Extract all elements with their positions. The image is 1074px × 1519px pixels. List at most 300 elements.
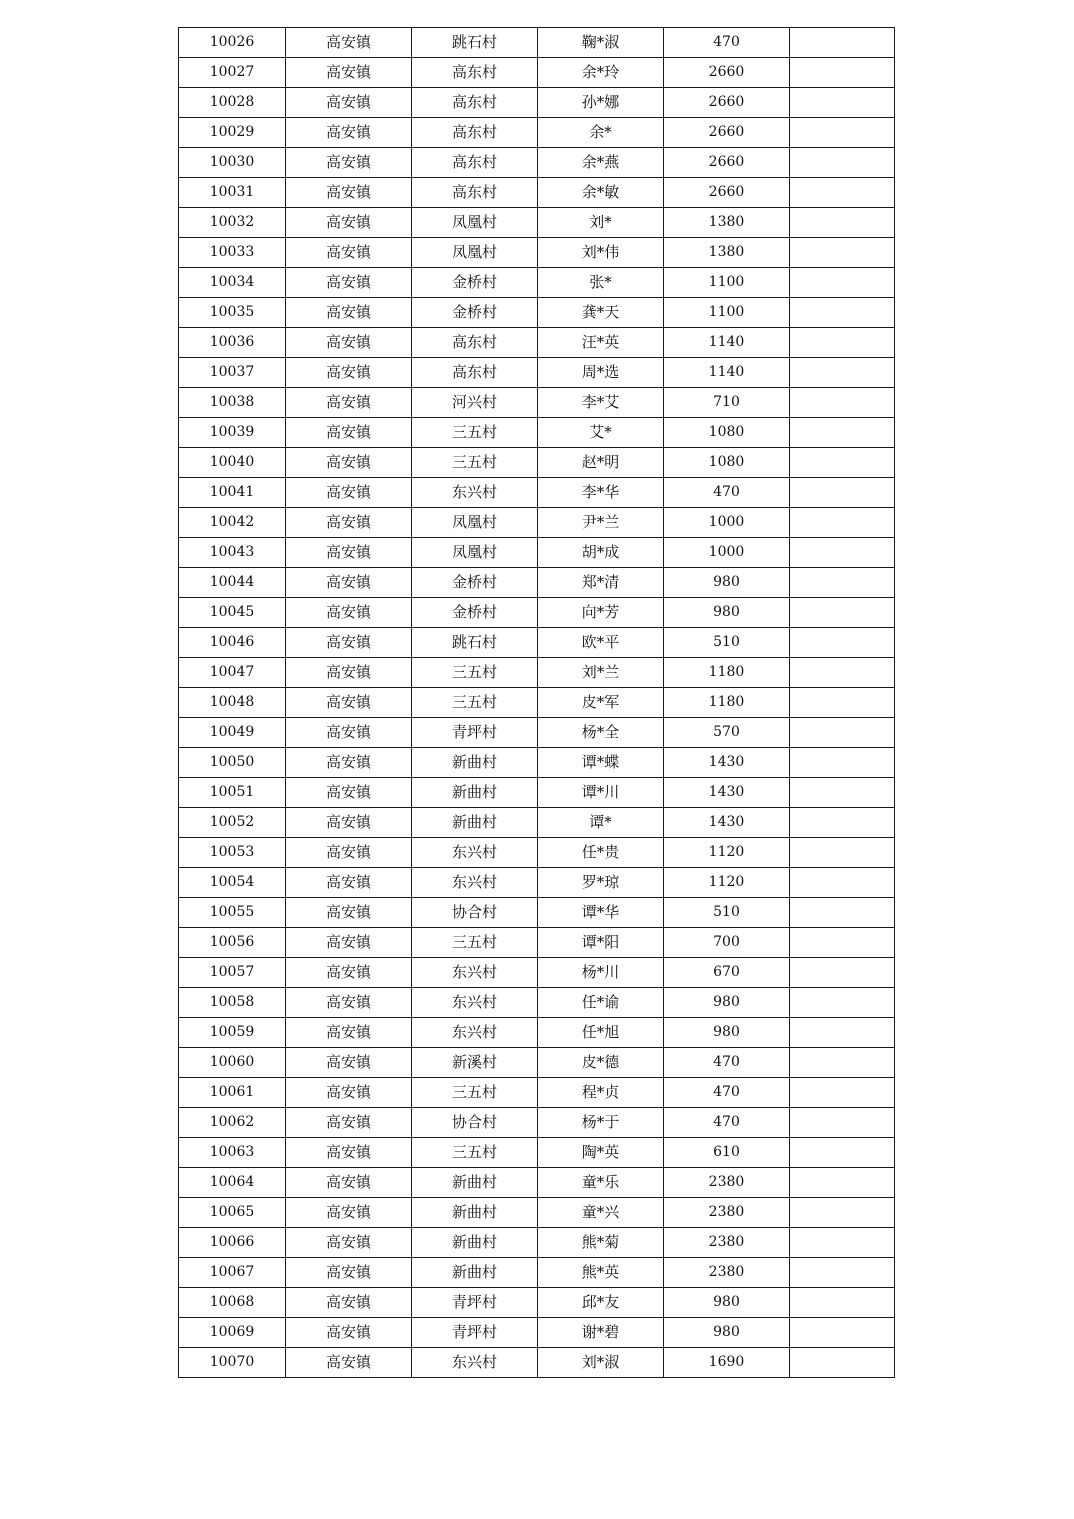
- cell-amount: 1120: [664, 838, 790, 868]
- cell-id: 10028: [179, 88, 286, 118]
- cell-id: 10069: [179, 1318, 286, 1348]
- cell-name: 胡*成: [538, 538, 664, 568]
- cell-note: [790, 28, 895, 58]
- cell-note: [790, 688, 895, 718]
- cell-amount: 1430: [664, 808, 790, 838]
- table-row: [179, 538, 895, 568]
- cell-name: 罗*琼: [538, 868, 664, 898]
- cell-note: [790, 838, 895, 868]
- cell-name: 陶*英: [538, 1138, 664, 1168]
- cell-id: 10066: [179, 1228, 286, 1258]
- cell-name: 艾*: [538, 418, 664, 448]
- cell-town: 高安镇: [286, 598, 412, 628]
- cell-id: 10047: [179, 658, 286, 688]
- cell-village: 协合村: [412, 898, 538, 928]
- table-row: [179, 568, 895, 598]
- cell-id: 10036: [179, 328, 286, 358]
- cell-village: 金桥村: [412, 268, 538, 298]
- cell-town: 高安镇: [286, 298, 412, 328]
- cell-amount: 1380: [664, 208, 790, 238]
- cell-note: [790, 808, 895, 838]
- cell-amount: 2660: [664, 58, 790, 88]
- table-body: [179, 28, 895, 1378]
- table-row: [179, 1228, 895, 1258]
- cell-town: 高安镇: [286, 1138, 412, 1168]
- table-row: [179, 238, 895, 268]
- cell-id: 10027: [179, 58, 286, 88]
- cell-id: 10030: [179, 148, 286, 178]
- cell-name: 熊*英: [538, 1258, 664, 1288]
- cell-town: 高安镇: [286, 118, 412, 148]
- cell-name: 刘*: [538, 208, 664, 238]
- table-row: [179, 1138, 895, 1168]
- cell-name: 汪*英: [538, 328, 664, 358]
- cell-id: 10061: [179, 1078, 286, 1108]
- cell-name: 余*敏: [538, 178, 664, 208]
- cell-amount: 1100: [664, 298, 790, 328]
- cell-id: 10068: [179, 1288, 286, 1318]
- cell-village: 凤凰村: [412, 508, 538, 538]
- cell-name: 周*选: [538, 358, 664, 388]
- cell-name: 刘*淑: [538, 1348, 664, 1378]
- cell-name: 赵*明: [538, 448, 664, 478]
- cell-town: 高安镇: [286, 868, 412, 898]
- cell-note: [790, 928, 895, 958]
- cell-name: 童*乐: [538, 1168, 664, 1198]
- cell-name: 尹*兰: [538, 508, 664, 538]
- table-row: [179, 808, 895, 838]
- cell-village: 新曲村: [412, 778, 538, 808]
- cell-town: 高安镇: [286, 748, 412, 778]
- table-row: [179, 478, 895, 508]
- cell-id: 10051: [179, 778, 286, 808]
- cell-amount: 980: [664, 988, 790, 1018]
- cell-amount: 470: [664, 1048, 790, 1078]
- cell-id: 10042: [179, 508, 286, 538]
- cell-note: [790, 598, 895, 628]
- table-row: [179, 958, 895, 988]
- cell-amount: 980: [664, 568, 790, 598]
- cell-name: 孙*娜: [538, 88, 664, 118]
- cell-amount: 2660: [664, 118, 790, 148]
- cell-amount: 1120: [664, 868, 790, 898]
- cell-id: 10052: [179, 808, 286, 838]
- cell-name: 任*谕: [538, 988, 664, 1018]
- cell-id: 10063: [179, 1138, 286, 1168]
- cell-id: 10055: [179, 898, 286, 928]
- cell-village: 三五村: [412, 1138, 538, 1168]
- cell-amount: 2660: [664, 148, 790, 178]
- cell-id: 10056: [179, 928, 286, 958]
- cell-town: 高安镇: [286, 58, 412, 88]
- cell-name: 龚*天: [538, 298, 664, 328]
- cell-village: 高东村: [412, 118, 538, 148]
- cell-amount: 470: [664, 1108, 790, 1138]
- table-row: [179, 358, 895, 388]
- cell-village: 新曲村: [412, 748, 538, 778]
- cell-amount: 980: [664, 1018, 790, 1048]
- cell-id: 10046: [179, 628, 286, 658]
- cell-village: 新曲村: [412, 1168, 538, 1198]
- cell-town: 高安镇: [286, 268, 412, 298]
- cell-name: 皮*德: [538, 1048, 664, 1078]
- cell-town: 高安镇: [286, 328, 412, 358]
- table-row: [179, 208, 895, 238]
- cell-village: 高东村: [412, 358, 538, 388]
- table-row: [179, 178, 895, 208]
- cell-town: 高安镇: [286, 88, 412, 118]
- table-row: [179, 928, 895, 958]
- table-row: [179, 148, 895, 178]
- cell-town: 高安镇: [286, 1168, 412, 1198]
- table-row: [179, 298, 895, 328]
- cell-note: [790, 358, 895, 388]
- cell-village: 新曲村: [412, 808, 538, 838]
- cell-note: [790, 1318, 895, 1348]
- cell-amount: 1180: [664, 688, 790, 718]
- cell-town: 高安镇: [286, 808, 412, 838]
- cell-village: 河兴村: [412, 388, 538, 418]
- cell-town: 高安镇: [286, 838, 412, 868]
- cell-note: [790, 898, 895, 928]
- cell-amount: 1140: [664, 328, 790, 358]
- table-row: [179, 748, 895, 778]
- cell-note: [790, 208, 895, 238]
- cell-village: 三五村: [412, 448, 538, 478]
- cell-town: 高安镇: [286, 1258, 412, 1288]
- table-row: [179, 418, 895, 448]
- cell-town: 高安镇: [286, 388, 412, 418]
- cell-id: 10070: [179, 1348, 286, 1378]
- cell-village: 青坪村: [412, 1318, 538, 1348]
- cell-note: [790, 658, 895, 688]
- cell-amount: 1380: [664, 238, 790, 268]
- table-row: [179, 1348, 895, 1378]
- table-row: [179, 1018, 895, 1048]
- cell-note: [790, 1258, 895, 1288]
- cell-amount: 2380: [664, 1168, 790, 1198]
- cell-town: 高安镇: [286, 1288, 412, 1318]
- cell-note: [790, 988, 895, 1018]
- cell-id: 10043: [179, 538, 286, 568]
- cell-amount: 510: [664, 628, 790, 658]
- table-row: [179, 88, 895, 118]
- cell-village: 东兴村: [412, 958, 538, 988]
- cell-id: 10045: [179, 598, 286, 628]
- cell-amount: 980: [664, 1318, 790, 1348]
- cell-amount: 1430: [664, 778, 790, 808]
- cell-note: [790, 868, 895, 898]
- cell-id: 10050: [179, 748, 286, 778]
- table-row: [179, 898, 895, 928]
- cell-village: 青坪村: [412, 1288, 538, 1318]
- cell-village: 凤凰村: [412, 238, 538, 268]
- cell-village: 三五村: [412, 418, 538, 448]
- cell-id: 10067: [179, 1258, 286, 1288]
- cell-note: [790, 1168, 895, 1198]
- cell-village: 东兴村: [412, 868, 538, 898]
- cell-note: [790, 1108, 895, 1138]
- cell-name: 郑*清: [538, 568, 664, 598]
- table-row: [179, 838, 895, 868]
- cell-village: 跳石村: [412, 628, 538, 658]
- cell-amount: 1080: [664, 418, 790, 448]
- table-row: [179, 508, 895, 538]
- cell-amount: 670: [664, 958, 790, 988]
- cell-town: 高安镇: [286, 688, 412, 718]
- cell-town: 高安镇: [286, 1108, 412, 1138]
- table-row: [179, 1258, 895, 1288]
- table-row: [179, 1168, 895, 1198]
- cell-town: 高安镇: [286, 988, 412, 1018]
- cell-village: 高东村: [412, 58, 538, 88]
- cell-name: 刘*兰: [538, 658, 664, 688]
- table-row: [179, 1048, 895, 1078]
- cell-village: 东兴村: [412, 1348, 538, 1378]
- cell-name: 杨*于: [538, 1108, 664, 1138]
- cell-note: [790, 1288, 895, 1318]
- cell-id: 10026: [179, 28, 286, 58]
- cell-name: 张*: [538, 268, 664, 298]
- cell-amount: 2660: [664, 88, 790, 118]
- cell-village: 三五村: [412, 658, 538, 688]
- cell-amount: 510: [664, 898, 790, 928]
- cell-note: [790, 298, 895, 328]
- cell-town: 高安镇: [286, 928, 412, 958]
- cell-amount: 470: [664, 1078, 790, 1108]
- cell-town: 高安镇: [286, 1348, 412, 1378]
- cell-note: [790, 58, 895, 88]
- cell-amount: 980: [664, 1288, 790, 1318]
- cell-name: 余*燕: [538, 148, 664, 178]
- table-row: [179, 58, 895, 88]
- cell-note: [790, 1078, 895, 1108]
- cell-village: 高东村: [412, 148, 538, 178]
- table-row: [179, 1288, 895, 1318]
- data-table: [178, 27, 895, 1378]
- cell-village: 高东村: [412, 88, 538, 118]
- cell-note: [790, 1138, 895, 1168]
- cell-note: [790, 238, 895, 268]
- cell-town: 高安镇: [286, 568, 412, 598]
- cell-amount: 1000: [664, 508, 790, 538]
- cell-town: 高安镇: [286, 628, 412, 658]
- cell-name: 谭*川: [538, 778, 664, 808]
- cell-id: 10033: [179, 238, 286, 268]
- cell-amount: 1180: [664, 658, 790, 688]
- cell-name: 皮*军: [538, 688, 664, 718]
- table-row: [179, 1198, 895, 1228]
- cell-town: 高安镇: [286, 418, 412, 448]
- cell-name: 邱*友: [538, 1288, 664, 1318]
- cell-amount: 570: [664, 718, 790, 748]
- cell-id: 10044: [179, 568, 286, 598]
- table-row: [179, 118, 895, 148]
- cell-id: 10062: [179, 1108, 286, 1138]
- cell-village: 金桥村: [412, 298, 538, 328]
- cell-name: 余*: [538, 118, 664, 148]
- cell-village: 新曲村: [412, 1198, 538, 1228]
- table-row: [179, 268, 895, 298]
- cell-id: 10031: [179, 178, 286, 208]
- cell-note: [790, 1198, 895, 1228]
- cell-note: [790, 448, 895, 478]
- cell-note: [790, 418, 895, 448]
- cell-village: 凤凰村: [412, 208, 538, 238]
- cell-town: 高安镇: [286, 238, 412, 268]
- cell-town: 高安镇: [286, 178, 412, 208]
- cell-id: 10041: [179, 478, 286, 508]
- table-row: [179, 718, 895, 748]
- cell-name: 李*华: [538, 478, 664, 508]
- cell-town: 高安镇: [286, 508, 412, 538]
- cell-village: 新曲村: [412, 1228, 538, 1258]
- cell-town: 高安镇: [286, 208, 412, 238]
- cell-town: 高安镇: [286, 478, 412, 508]
- cell-name: 任*旭: [538, 1018, 664, 1048]
- cell-village: 高东村: [412, 178, 538, 208]
- cell-village: 三五村: [412, 1078, 538, 1108]
- cell-town: 高安镇: [286, 958, 412, 988]
- table-row: [179, 778, 895, 808]
- cell-town: 高安镇: [286, 658, 412, 688]
- cell-id: 10037: [179, 358, 286, 388]
- cell-name: 谭*: [538, 808, 664, 838]
- cell-note: [790, 628, 895, 658]
- cell-note: [790, 1348, 895, 1378]
- cell-amount: 700: [664, 928, 790, 958]
- cell-amount: 2380: [664, 1198, 790, 1228]
- cell-village: 金桥村: [412, 598, 538, 628]
- cell-note: [790, 328, 895, 358]
- cell-village: 东兴村: [412, 838, 538, 868]
- cell-name: 鞠*淑: [538, 28, 664, 58]
- cell-town: 高安镇: [286, 28, 412, 58]
- cell-note: [790, 748, 895, 778]
- cell-amount: 1100: [664, 268, 790, 298]
- cell-note: [790, 268, 895, 298]
- cell-name: 任*贵: [538, 838, 664, 868]
- cell-amount: 1000: [664, 538, 790, 568]
- cell-id: 10035: [179, 298, 286, 328]
- cell-village: 三五村: [412, 928, 538, 958]
- cell-town: 高安镇: [286, 898, 412, 928]
- table-row: [179, 868, 895, 898]
- cell-town: 高安镇: [286, 778, 412, 808]
- cell-id: 10060: [179, 1048, 286, 1078]
- cell-id: 10038: [179, 388, 286, 418]
- cell-note: [790, 718, 895, 748]
- cell-town: 高安镇: [286, 1198, 412, 1228]
- cell-amount: 2660: [664, 178, 790, 208]
- table-row: [179, 598, 895, 628]
- cell-id: 10039: [179, 418, 286, 448]
- table-row: [179, 448, 895, 478]
- cell-amount: 470: [664, 28, 790, 58]
- cell-name: 程*贞: [538, 1078, 664, 1108]
- table-row: [179, 1108, 895, 1138]
- cell-amount: 1080: [664, 448, 790, 478]
- cell-id: 10059: [179, 1018, 286, 1048]
- cell-village: 凤凰村: [412, 538, 538, 568]
- cell-amount: 2380: [664, 1228, 790, 1258]
- cell-id: 10053: [179, 838, 286, 868]
- cell-note: [790, 118, 895, 148]
- cell-town: 高安镇: [286, 718, 412, 748]
- cell-village: 新溪村: [412, 1048, 538, 1078]
- cell-village: 新曲村: [412, 1258, 538, 1288]
- cell-amount: 1140: [664, 358, 790, 388]
- cell-town: 高安镇: [286, 1078, 412, 1108]
- cell-village: 三五村: [412, 688, 538, 718]
- cell-note: [790, 178, 895, 208]
- cell-note: [790, 388, 895, 418]
- cell-id: 10057: [179, 958, 286, 988]
- cell-town: 高安镇: [286, 1048, 412, 1078]
- cell-amount: 980: [664, 598, 790, 628]
- table-row: [179, 988, 895, 1018]
- table-row: [179, 658, 895, 688]
- cell-id: 10029: [179, 118, 286, 148]
- cell-amount: 710: [664, 388, 790, 418]
- cell-amount: 1430: [664, 748, 790, 778]
- cell-village: 跳石村: [412, 28, 538, 58]
- cell-id: 10040: [179, 448, 286, 478]
- cell-amount: 470: [664, 478, 790, 508]
- cell-name: 谭*华: [538, 898, 664, 928]
- cell-note: [790, 508, 895, 538]
- table-row: [179, 1318, 895, 1348]
- cell-amount: 610: [664, 1138, 790, 1168]
- cell-village: 东兴村: [412, 988, 538, 1018]
- cell-note: [790, 148, 895, 178]
- cell-name: 欧*平: [538, 628, 664, 658]
- cell-village: 东兴村: [412, 1018, 538, 1048]
- cell-id: 10054: [179, 868, 286, 898]
- cell-id: 10048: [179, 688, 286, 718]
- cell-name: 杨*川: [538, 958, 664, 988]
- cell-village: 协合村: [412, 1108, 538, 1138]
- cell-note: [790, 88, 895, 118]
- cell-town: 高安镇: [286, 1318, 412, 1348]
- table-row: [179, 388, 895, 418]
- cell-amount: 2380: [664, 1258, 790, 1288]
- cell-amount: 1690: [664, 1348, 790, 1378]
- cell-town: 高安镇: [286, 538, 412, 568]
- cell-id: 10064: [179, 1168, 286, 1198]
- cell-name: 李*艾: [538, 388, 664, 418]
- cell-name: 向*芳: [538, 598, 664, 628]
- cell-id: 10065: [179, 1198, 286, 1228]
- table-row: [179, 328, 895, 358]
- cell-note: [790, 538, 895, 568]
- table-row: [179, 628, 895, 658]
- cell-id: 10034: [179, 268, 286, 298]
- cell-village: 青坪村: [412, 718, 538, 748]
- cell-name: 刘*伟: [538, 238, 664, 268]
- cell-village: 高东村: [412, 328, 538, 358]
- cell-town: 高安镇: [286, 448, 412, 478]
- cell-town: 高安镇: [286, 1018, 412, 1048]
- table-row: [179, 688, 895, 718]
- cell-note: [790, 778, 895, 808]
- table-row: [179, 1078, 895, 1108]
- cell-note: [790, 958, 895, 988]
- cell-village: 金桥村: [412, 568, 538, 598]
- cell-id: 10032: [179, 208, 286, 238]
- cell-town: 高安镇: [286, 358, 412, 388]
- cell-note: [790, 478, 895, 508]
